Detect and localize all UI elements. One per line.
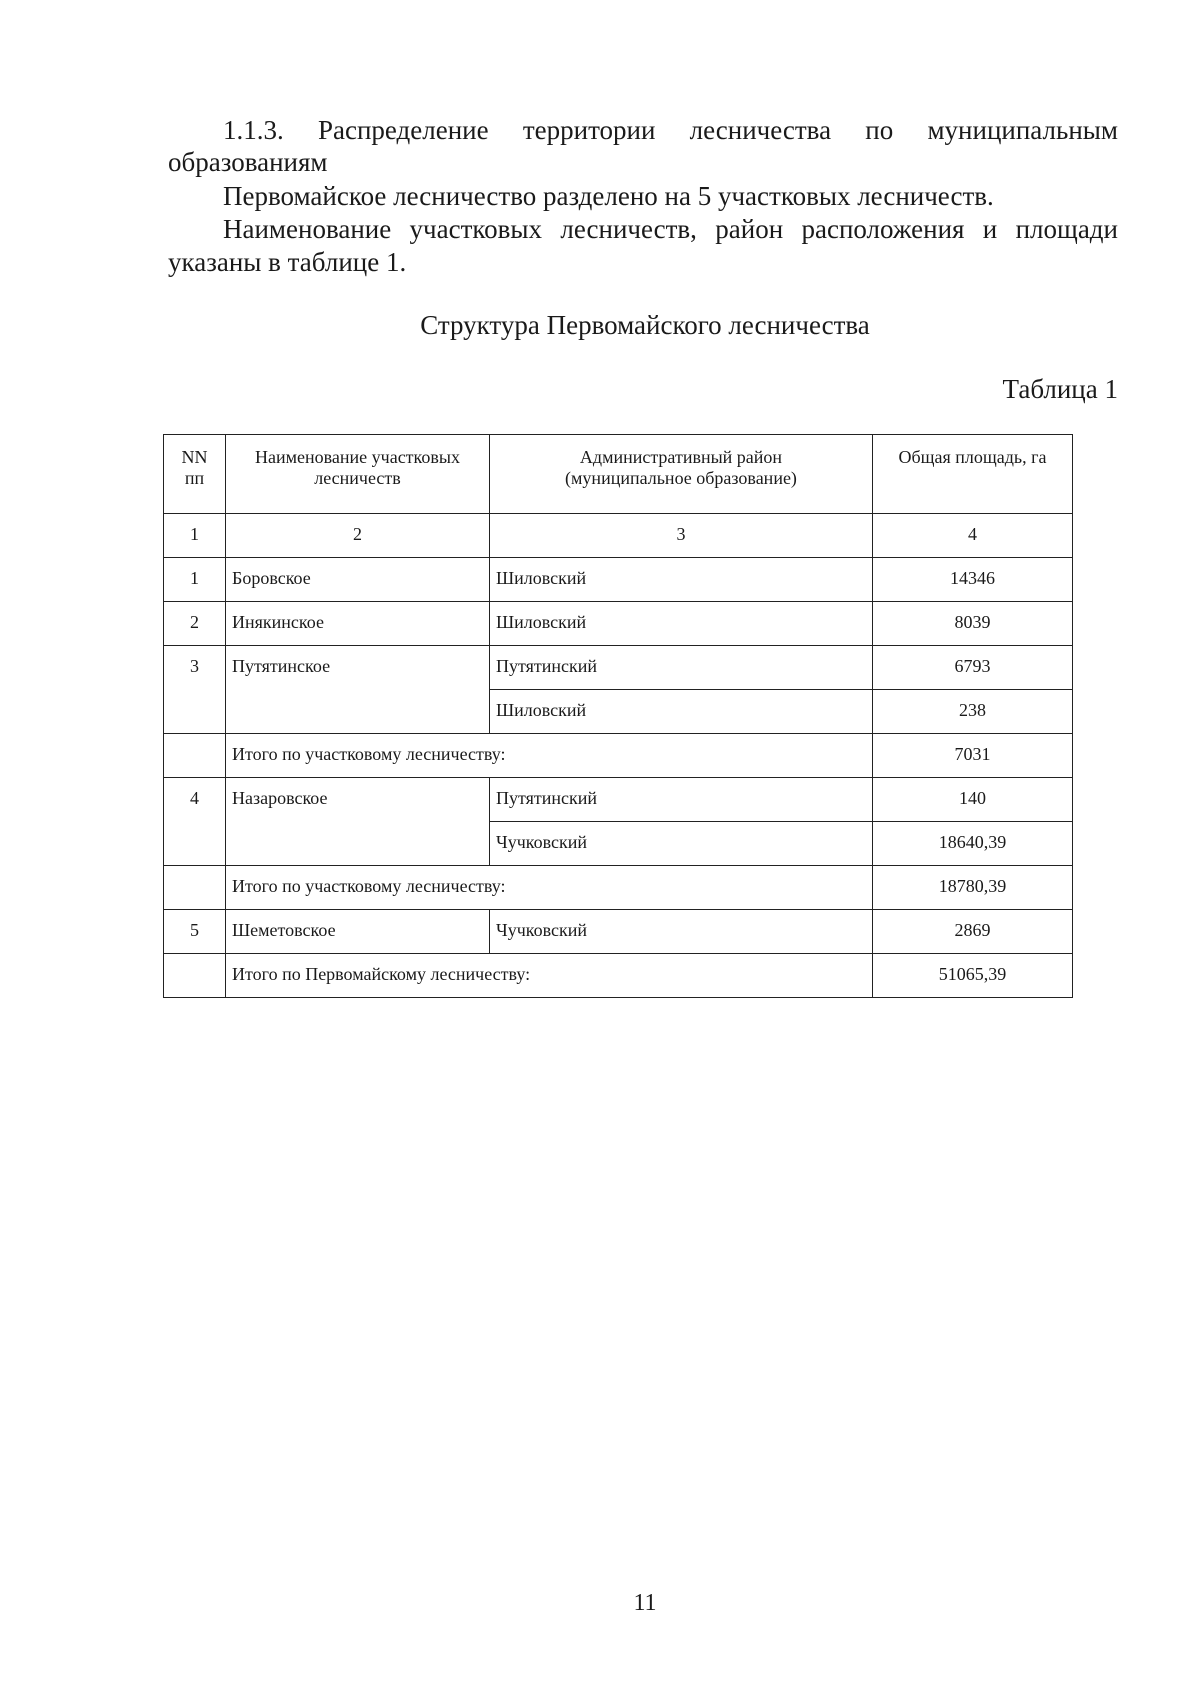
header-area: Общая площадь, га — [873, 435, 1073, 514]
row-area: 238 — [873, 690, 1073, 734]
row-number: 1 — [164, 558, 226, 602]
row-number: 3 — [164, 646, 226, 734]
row-number: 4 — [164, 778, 226, 866]
table-row — [164, 558, 1073, 602]
header-name: Наименование участковых лесничеств — [226, 435, 490, 514]
row-district: Шиловский — [490, 558, 873, 602]
page-number: 11 — [633, 1590, 657, 1616]
column-number: 2 — [226, 514, 490, 558]
header-number: NN пп — [164, 435, 226, 514]
subtotal-area: 7031 — [873, 734, 1073, 778]
row-name: Назаровское — [226, 778, 490, 866]
column-number: 1 — [164, 514, 226, 558]
row-area: 8039 — [873, 602, 1073, 646]
row-name: Шеметовское — [226, 910, 490, 954]
row-district: Чучковский — [490, 822, 873, 866]
row-district: Путятинский — [490, 646, 873, 690]
table-row — [164, 646, 1073, 690]
table-row — [164, 602, 1073, 646]
row-district: Шиловский — [490, 690, 873, 734]
total-label: Итого по Первомайскому лесничеству: — [226, 954, 873, 998]
subtotal-area: 18780,39 — [873, 866, 1073, 910]
row-district: Шиловский — [490, 602, 873, 646]
forestry-structure-table — [163, 434, 1073, 998]
table-title: Структура Первомайского лесничества — [420, 310, 870, 340]
table-header-row — [164, 435, 1073, 514]
section-heading-line2: образованиям — [168, 147, 328, 177]
column-number: 3 — [490, 514, 873, 558]
row-name: Боровское — [226, 558, 490, 602]
total-row — [164, 954, 1073, 998]
table-row — [164, 778, 1073, 822]
row-district: Чучковский — [490, 910, 873, 954]
row-area: 6793 — [873, 646, 1073, 690]
row-number: 2 — [164, 602, 226, 646]
column-number: 4 — [873, 514, 1073, 558]
paragraph-division: Первомайское лесничество разделено на 5 участковых лесничеств. — [223, 181, 994, 211]
total-area: 51065,39 — [873, 954, 1073, 998]
empty-cell — [164, 734, 226, 778]
empty-cell — [164, 954, 226, 998]
row-area: 14346 — [873, 558, 1073, 602]
subtotal-label: Итого по участковому лесничеству: — [226, 866, 873, 910]
row-area: 2869 — [873, 910, 1073, 954]
row-area: 18640,39 — [873, 822, 1073, 866]
paragraph-reference-line1: Наименование участковых лесничеств, район расположения и площади — [223, 214, 1118, 244]
header-district: Административный район (муниципальное образование) — [490, 435, 873, 514]
paragraph-reference-line2: указаны в таблице 1. — [168, 247, 407, 277]
section-heading-line1: 1.1.3. Распределение территории лесничества по муниципальным — [223, 115, 1118, 145]
row-name: Инякинское — [226, 602, 490, 646]
table-row — [164, 910, 1073, 954]
subtotal-row — [164, 734, 1073, 778]
subtotal-label: Итого по участковому лесничеству: — [226, 734, 873, 778]
subtotal-row — [164, 866, 1073, 910]
empty-cell — [164, 866, 226, 910]
row-number: 5 — [164, 910, 226, 954]
row-area: 140 — [873, 778, 1073, 822]
row-name: Путятинское — [226, 646, 490, 734]
table-number: Таблица 1 — [1002, 374, 1118, 404]
row-district: Путятинский — [490, 778, 873, 822]
column-numbers-row — [164, 514, 1073, 558]
